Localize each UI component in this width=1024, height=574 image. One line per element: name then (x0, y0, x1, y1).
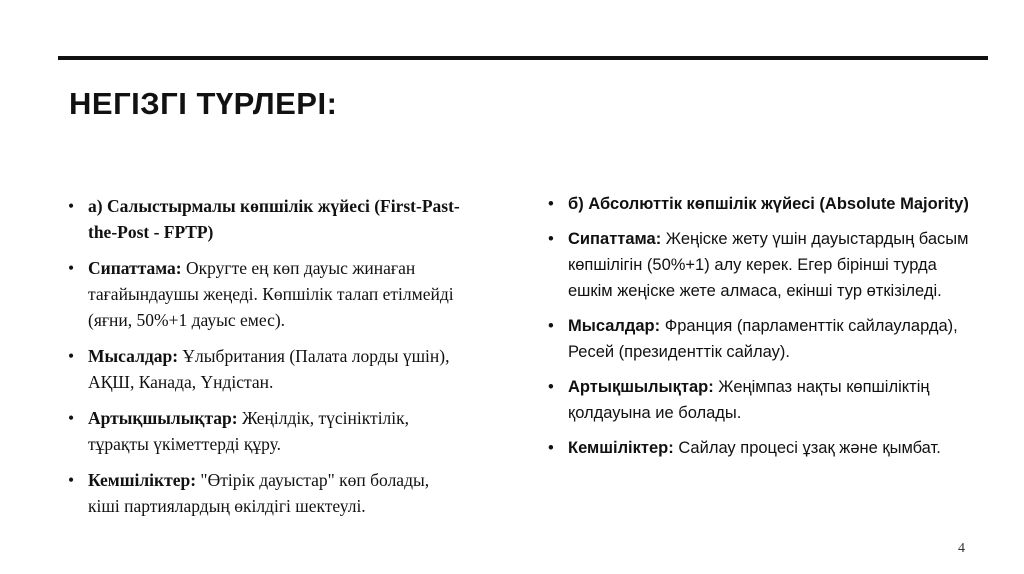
bullet-icon: • (68, 470, 75, 490)
item-text: Жеңілдік, түсініктілік, тұрақты үкіметтерді құру. (88, 408, 410, 454)
item-text: Ұлыбритания (Палата лорды үшін), АҚШ, Канада, Үндістан. (88, 346, 450, 392)
column-heading: а) Салыстырмалы көпшілік жүйесі (First-Past-the-Post - FPTP) (88, 196, 460, 242)
left-column-list (68, 193, 460, 529)
item-text: Сайлау процесі ұзақ және қымбат. (673, 439, 941, 457)
list-item (68, 467, 460, 519)
list-item-heading (68, 193, 460, 245)
list-item (548, 226, 978, 304)
right-column-list (548, 191, 978, 470)
item-text: Жеңімпаз нақты көпшіліктің қолдауына ие болады. (568, 378, 930, 422)
item-text: "Өтірік дауыстар" көп болады, кіші партиялардың өкілдігі шектеулі. (88, 470, 430, 516)
list-item (548, 374, 978, 426)
item-label: Артықшылықтар: (88, 408, 238, 428)
list-item (548, 313, 978, 365)
list-item (548, 435, 978, 461)
item-label: Кемшіліктер: (88, 470, 197, 490)
column-heading: б) Абсолюттік көпшілік жүйесі (Absolute Majority) (568, 195, 969, 213)
bullet-icon: • (548, 195, 554, 213)
bullet-icon: • (548, 378, 554, 396)
item-label: Кемшіліктер: (568, 439, 674, 457)
item-label: Сипаттама: (88, 258, 182, 278)
list-item (68, 255, 460, 333)
bullet-icon: • (68, 258, 75, 278)
bullet-icon: • (68, 408, 75, 428)
title-divider (58, 56, 988, 60)
list-item-heading (548, 191, 978, 217)
page-number: 4 (958, 541, 965, 556)
item-label: Артықшылықтар: (568, 378, 714, 396)
item-label: Сипаттама: (568, 230, 662, 248)
bullet-icon: • (548, 317, 554, 335)
item-label: Мысалдар: (88, 346, 179, 366)
slide-title: НЕГІЗГІ ТҮРЛЕРІ: (69, 86, 338, 121)
bullet-icon: • (548, 439, 554, 457)
bullet-icon: • (68, 196, 75, 216)
item-label: Мысалдар: (568, 317, 661, 335)
list-item (68, 343, 460, 395)
list-item (68, 405, 460, 457)
item-text: Округте ең көп дауыс жинаған тағайындаушы жеңеді. Көпшілік талап етілмейді (яғни, 50%+1 дауыс емес). (88, 258, 454, 330)
item-text: Жеңіске жету үшін дауыстардың басым көпшілігін (50%+1) алу керек. Егер бірінші турда ешкім жеңіске жете алмаса, екінші тур өткізіледі. (568, 230, 969, 300)
bullet-icon: • (548, 230, 554, 248)
bullet-icon: • (68, 346, 75, 366)
item-text: Франция (парламенттік сайлауларда), Ресей (президенттік сайлау). (568, 317, 958, 361)
